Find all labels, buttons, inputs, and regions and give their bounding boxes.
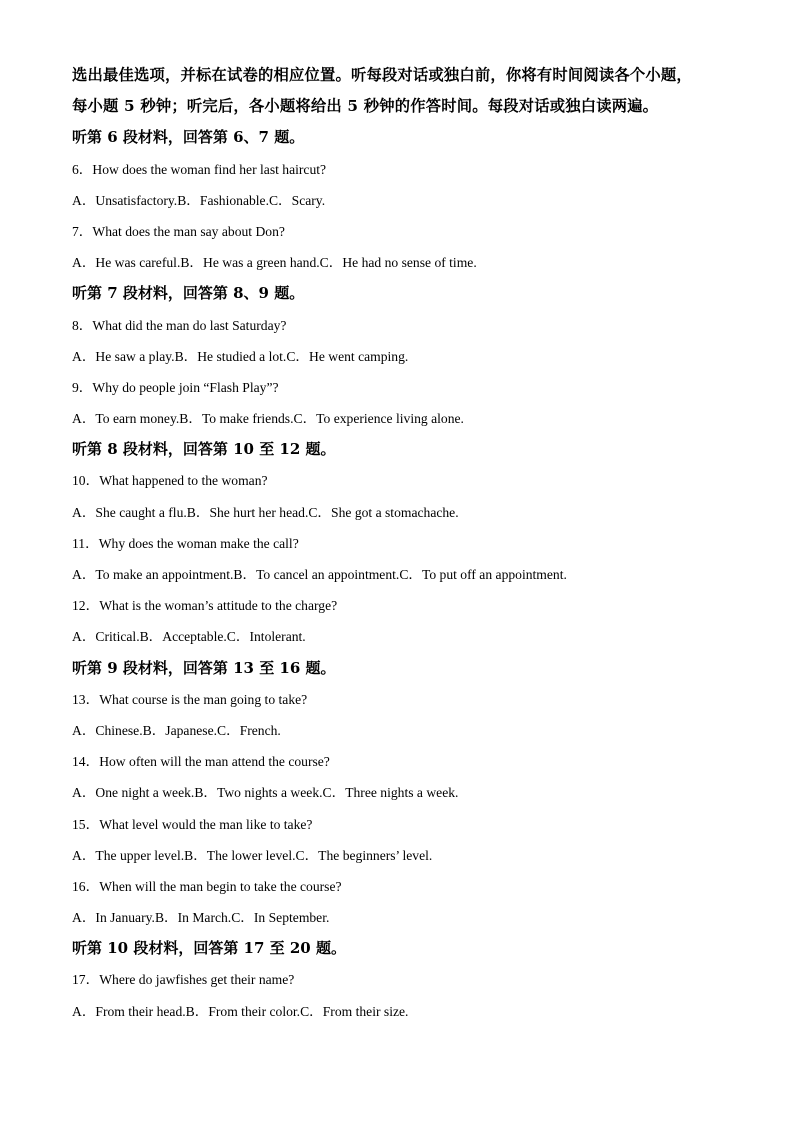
- section-header: 听第 10 段材料，回答第 17 至 20 题。: [72, 939, 346, 958]
- option-text: Intolerant.: [249, 629, 306, 645]
- question: [72, 809, 754, 840]
- question-stem: Where do jawfishes get their name?: [99, 972, 295, 988]
- option-letter: B．: [179, 411, 202, 427]
- question-number: 10．: [72, 473, 100, 489]
- option-letter: A．: [72, 722, 96, 738]
- options-line: [72, 341, 754, 372]
- question-stem: How often will the man attend the course?: [99, 754, 330, 770]
- question-number: 11．: [72, 535, 99, 551]
- question-stem: What did the man do last Saturday?: [92, 317, 287, 333]
- option-letter: A．: [72, 192, 96, 208]
- question-stem: Why does the woman make the call?: [98, 535, 299, 551]
- option-letter: C．: [217, 722, 240, 738]
- option-text: He was careful.: [95, 255, 181, 271]
- option-text: He had no sense of time.: [342, 255, 477, 271]
- option-letter: B．: [139, 629, 163, 645]
- option-text: One night a week.: [95, 785, 195, 801]
- option-text: Three nights a week.: [345, 785, 459, 801]
- option-text: The beginners’ level.: [318, 847, 433, 863]
- option-text: The upper level.: [95, 847, 185, 863]
- options-line: [72, 497, 754, 528]
- options-line: [72, 403, 754, 434]
- option-letter: B．: [177, 192, 200, 208]
- option-letter: A．: [72, 910, 96, 926]
- instructions: [72, 60, 754, 122]
- section-header: 听第 9 段材料，回答第 13 至 16 题。: [72, 658, 336, 677]
- option-letter: C．: [322, 785, 346, 801]
- option-letter: A．: [72, 504, 96, 520]
- option-letter: A．: [72, 348, 96, 364]
- option-text: Two nights a week.: [217, 785, 323, 801]
- option-text: Scary.: [291, 192, 326, 208]
- option-letter: C．: [293, 411, 317, 427]
- question-stem: Why do people join “Flash Play”?: [92, 379, 279, 395]
- question-stem: When will the man begin to take the course?: [99, 878, 342, 894]
- option-letter: A．: [72, 567, 96, 582]
- section-header: 听第 6 段材料，回答第 6、7 题。: [72, 128, 305, 147]
- question-number: 13．: [72, 691, 100, 707]
- question-number: 7．: [72, 223, 93, 239]
- option-text: From their head.: [95, 1003, 186, 1019]
- option-text: He went camping.: [309, 348, 409, 364]
- option-text: Critical.: [95, 629, 140, 645]
- option-text: In March.: [177, 910, 232, 926]
- option-letter: C．: [308, 504, 332, 520]
- option-letter: A．: [72, 629, 96, 645]
- options-line: [72, 996, 754, 1027]
- options-line: [72, 247, 754, 278]
- option-letter: C．: [300, 1003, 323, 1019]
- option-text: To make an appointment.: [95, 567, 234, 582]
- option-text: In January.: [95, 910, 155, 926]
- question: [72, 871, 754, 902]
- option-text: Fashionable.: [199, 192, 269, 208]
- option-letter: B．: [233, 567, 257, 582]
- option-letter: C．: [319, 255, 343, 271]
- section-header: 听第 8 段材料，回答第 10 至 12 题。: [72, 440, 336, 459]
- options-line: [72, 777, 754, 808]
- option-letter: B．: [142, 722, 166, 738]
- option-letter: A．: [72, 785, 96, 801]
- option-letter: B．: [184, 847, 207, 863]
- question-stem: How does the woman find her last haircut?: [92, 161, 327, 177]
- question-stem: What course is the man going to take?: [99, 691, 308, 707]
- question: [72, 372, 754, 403]
- option-letter: C．: [231, 910, 254, 926]
- question: [72, 310, 754, 341]
- instruction-line: 选出最佳选项，并标在试卷的相应位置。听每段对话或独白前，你将有时间阅读各个小题，: [72, 66, 692, 84]
- question: [72, 528, 754, 559]
- question-number: 16．: [72, 878, 100, 894]
- option-letter: B．: [185, 1003, 209, 1019]
- option-letter: B．: [180, 255, 204, 271]
- question-stem: What level would the man like to take?: [99, 816, 313, 832]
- listening-sections: [72, 122, 754, 1026]
- question-number: 8．: [72, 317, 93, 333]
- option-letter: B．: [194, 785, 217, 801]
- option-text: French.: [239, 722, 281, 738]
- option-text: She caught a flu.: [95, 504, 187, 520]
- option-text: He saw a play.: [95, 348, 175, 364]
- question-stem: What is the woman’s attitude to the charge?: [99, 598, 338, 614]
- question: [72, 684, 754, 715]
- question: [72, 154, 754, 185]
- options-line: [72, 840, 754, 871]
- question: [72, 964, 754, 995]
- option-text: Japanese.: [165, 722, 218, 738]
- option-letter: C．: [286, 348, 310, 364]
- option-text: To experience living alone.: [316, 411, 464, 427]
- option-text: She hurt her head.: [209, 504, 309, 520]
- options-line: [72, 559, 754, 590]
- question-stem: What does the man say about Don?: [92, 223, 285, 239]
- options-line: [72, 185, 754, 216]
- option-letter: C．: [268, 192, 292, 208]
- option-text: The lower level.: [206, 847, 296, 863]
- option-letter: C．: [295, 847, 319, 863]
- option-text: Chinese.: [95, 722, 143, 738]
- option-text: From their size.: [322, 1003, 409, 1019]
- question-number: 6．: [72, 161, 93, 177]
- options-line: [72, 715, 754, 746]
- option-text: To make friends.: [201, 411, 294, 427]
- option-letter: A．: [72, 255, 96, 271]
- option-letter: C．: [226, 629, 250, 645]
- option-text: She got a stomachache.: [331, 504, 459, 520]
- option-text: To put off an appointment.: [421, 567, 567, 582]
- question-number: 14．: [72, 754, 100, 770]
- question: [72, 216, 754, 247]
- option-text: He studied a lot.: [197, 348, 287, 364]
- question-number: 9．: [72, 379, 93, 395]
- option-text: To earn money.: [95, 411, 180, 427]
- question-stem: What happened to the woman?: [99, 473, 268, 489]
- question: [72, 746, 754, 777]
- question: [72, 465, 754, 496]
- options-line: [72, 621, 754, 652]
- section-block: [72, 653, 754, 934]
- section-block: [72, 434, 754, 652]
- option-letter: B．: [154, 910, 178, 926]
- question-number: 17．: [72, 972, 100, 988]
- option-text: From their color.: [208, 1003, 301, 1019]
- question-number: 15．: [72, 816, 100, 832]
- option-letter: C．: [399, 567, 422, 582]
- option-letter: B．: [174, 348, 198, 364]
- option-text: He was a green hand.: [203, 255, 320, 271]
- instruction-line: 每小题 5 秒钟；听完后，各小题将给出 5 秒钟的作答时间。每段对话或独白读两遍。: [72, 97, 659, 116]
- section-block: [72, 122, 754, 278]
- option-letter: A．: [72, 411, 96, 427]
- question: [72, 590, 754, 621]
- option-text: In September.: [253, 910, 330, 926]
- section-block: [72, 933, 754, 1027]
- question-number: 12．: [72, 598, 100, 614]
- section-header: 听第 7 段材料，回答第 8、9 题。: [72, 284, 305, 303]
- option-text: To cancel an appointment.: [256, 567, 400, 582]
- option-letter: B．: [186, 504, 210, 520]
- section-block: [72, 278, 754, 434]
- options-line: [72, 902, 754, 933]
- option-text: Acceptable.: [162, 629, 227, 645]
- option-letter: A．: [72, 847, 96, 863]
- option-text: Unsatisfactory.: [95, 192, 178, 208]
- option-letter: A．: [72, 1003, 96, 1019]
